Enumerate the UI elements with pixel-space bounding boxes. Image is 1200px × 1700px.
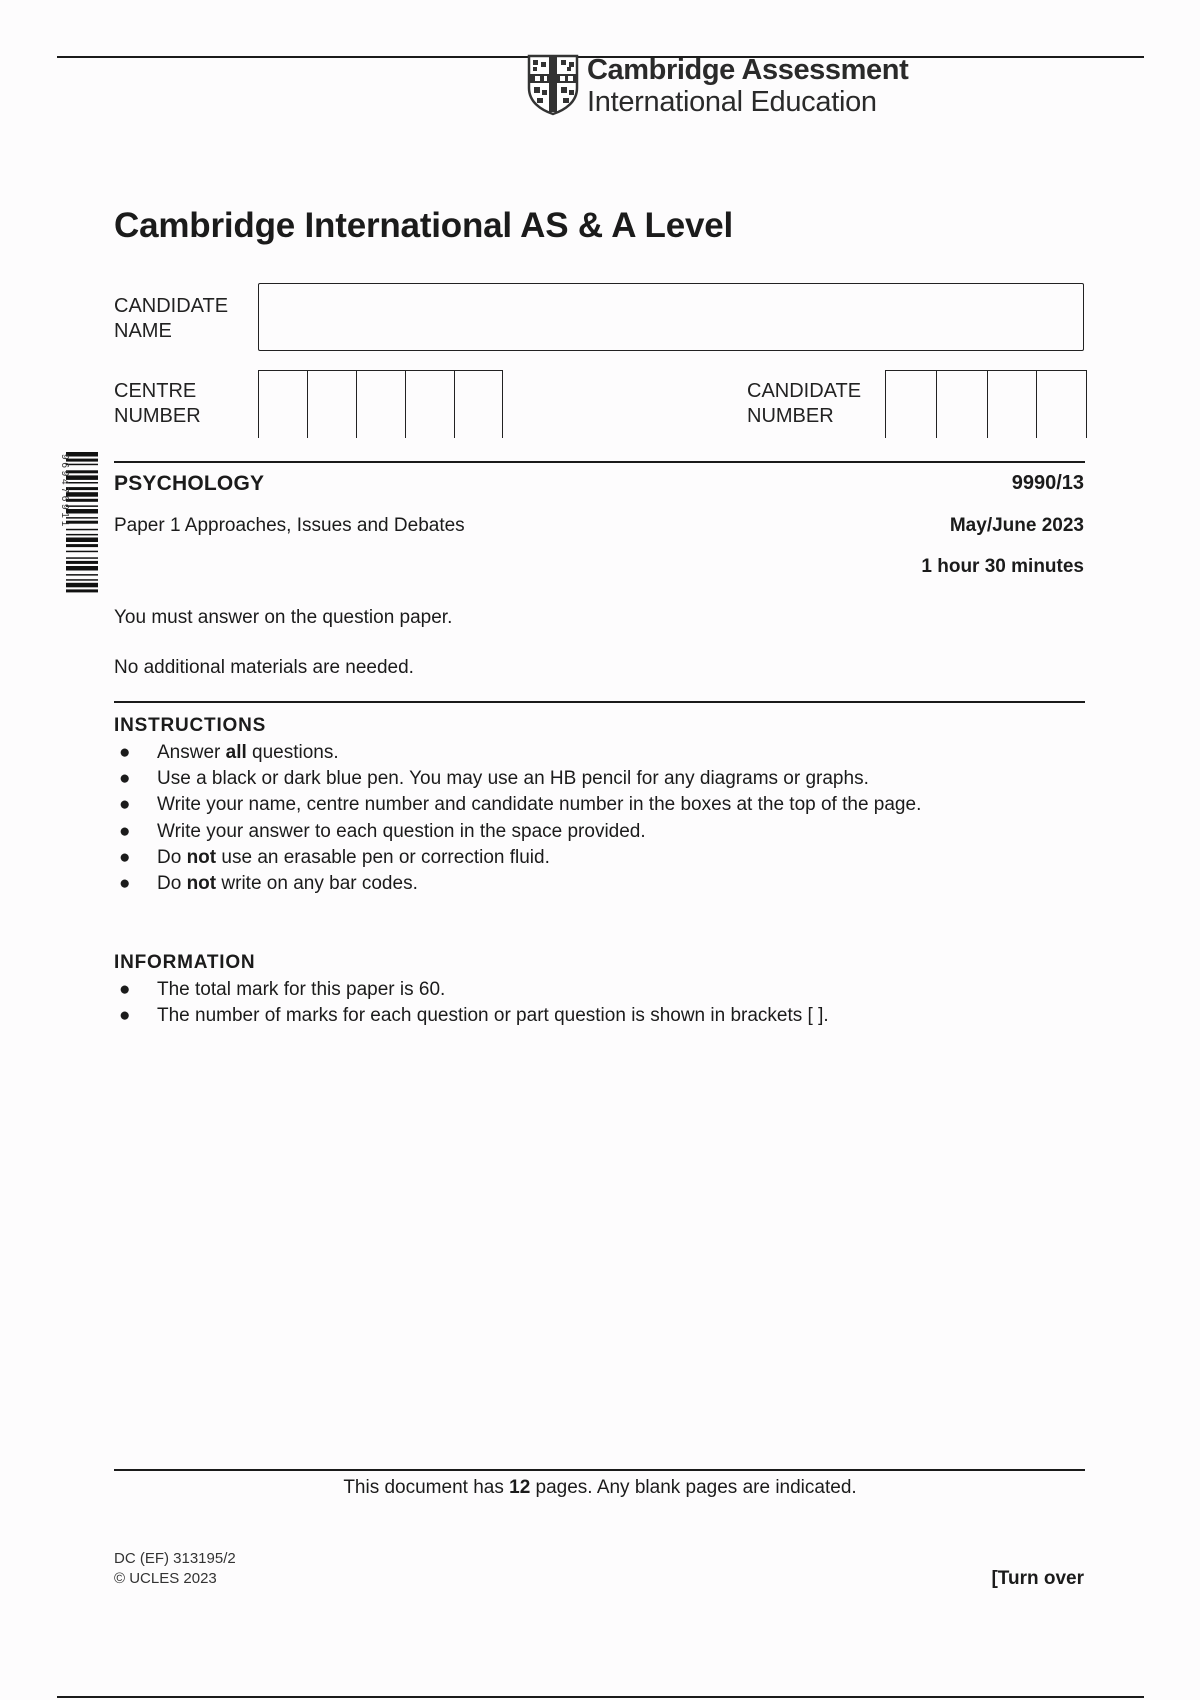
- candidate-digit-box[interactable]: [1036, 370, 1087, 438]
- item-text: Do: [157, 873, 187, 895]
- centre-number-boxes: [258, 370, 503, 438]
- information-section: [114, 952, 1094, 1029]
- cambridge-logo: [527, 54, 908, 118]
- copyright: © UCLES 2023: [114, 1570, 217, 1587]
- barcode-bar: [66, 589, 98, 592]
- label-line: NUMBER: [114, 405, 201, 427]
- note-text: This document has: [343, 1477, 510, 1498]
- item-emphasis: not: [186, 873, 217, 895]
- paper-title: Paper 1 Approaches, Issues and Debates: [114, 515, 465, 536]
- information-list: [114, 977, 1094, 1029]
- barcode-graphic: [54, 452, 98, 682]
- divider-rule: [114, 461, 1085, 463]
- logo-wordmark: [587, 54, 908, 117]
- label-line: NUMBER: [747, 405, 834, 427]
- instructions-heading: INSTRUCTIONS: [114, 715, 267, 736]
- centre-digit-box[interactable]: [258, 370, 307, 438]
- item-text: write on any bar codes.: [216, 873, 418, 895]
- divider-rule: [114, 701, 1085, 703]
- qualification-title: Cambridge International AS & A Level: [114, 206, 734, 245]
- list-item: [114, 792, 1094, 818]
- list-item: [114, 1003, 1094, 1029]
- label-line: CANDIDATE: [114, 295, 229, 317]
- barcode-bar: [66, 529, 98, 531]
- item-emphasis: not: [186, 846, 217, 868]
- list-item: [114, 766, 1094, 792]
- centre-digit-box[interactable]: [307, 370, 356, 438]
- bottom-rule: [57, 1696, 1144, 1698]
- answer-note: You must answer on the question paper.: [114, 607, 453, 628]
- page-count-note: [0, 1477, 1200, 1499]
- label-line: CENTRE: [114, 380, 197, 402]
- barcode-text: 9 6 9 4 7 6 9 1 1: [59, 454, 70, 527]
- paper-code: 9990/13: [1011, 472, 1084, 494]
- item-text: Answer: [157, 742, 226, 763]
- candidate-number-boxes: [885, 370, 1087, 438]
- candidate-name-label: [114, 294, 228, 344]
- centre-number-label: [114, 379, 201, 429]
- list-item: [114, 740, 1094, 766]
- exam-session: May/June 2023: [949, 515, 1084, 536]
- centre-digit-box[interactable]: [405, 370, 454, 438]
- barcode-bar: [66, 551, 98, 553]
- document-code: DC (EF) 313195/2: [114, 1550, 236, 1567]
- bullet-icon: ●: [119, 794, 131, 816]
- information-heading: INFORMATION: [114, 952, 256, 973]
- bullet-icon: ●: [119, 742, 131, 763]
- candidate-name-field[interactable]: [258, 283, 1084, 351]
- page-count: 12: [509, 1477, 531, 1498]
- barcode-bar: [66, 574, 98, 576]
- candidate-number-label: [747, 379, 861, 429]
- item-text: use an erasable pen or correction fluid.: [216, 846, 550, 868]
- barcode-bar: [66, 557, 98, 559]
- bullet-icon: ●: [119, 768, 131, 790]
- list-item: [114, 977, 1094, 1003]
- item-text: The total mark for this paper is 60.: [157, 979, 446, 1000]
- centre-digit-box[interactable]: [454, 370, 503, 438]
- label-line: CANDIDATE: [747, 380, 862, 402]
- candidate-digit-box[interactable]: [885, 370, 936, 438]
- list-item: [114, 819, 1094, 845]
- barcode-bar: [66, 544, 98, 547]
- turn-over: [Turn over: [991, 1568, 1084, 1589]
- bullet-icon: ●: [119, 820, 131, 842]
- cambridge-shield-icon: [527, 54, 579, 116]
- item-text: questions.: [246, 742, 339, 763]
- logo-line-2: International Education: [587, 86, 877, 118]
- label-line: NAME: [114, 320, 172, 342]
- document-meta: [114, 1549, 236, 1589]
- bullet-icon: ●: [119, 1005, 131, 1027]
- candidate-digit-box[interactable]: [987, 370, 1036, 438]
- barcode-bar: [66, 579, 98, 581]
- instructions-section: [114, 715, 1094, 897]
- subject-title: PSYCHOLOGY: [114, 472, 265, 495]
- instructions-list: [114, 740, 1094, 897]
- candidate-digit-box[interactable]: [936, 370, 987, 438]
- barcode-bar: [66, 561, 98, 564]
- centre-digit-box[interactable]: [356, 370, 405, 438]
- note-text: pages. Any blank pages are indicated.: [530, 1477, 857, 1498]
- list-item: [114, 871, 1094, 897]
- bullet-icon: ●: [119, 846, 131, 868]
- bullet-icon: ●: [119, 873, 131, 895]
- item-emphasis: all: [225, 742, 247, 763]
- barcode-bar: [66, 534, 98, 536]
- item-text: The number of marks for each question or part question is shown in brackets [ ].: [157, 1005, 829, 1027]
- barcode-bar: [66, 538, 98, 543]
- logo-line-1: Cambridge Assessment: [587, 54, 909, 86]
- exam-duration: 1 hour 30 minutes: [921, 556, 1084, 577]
- barcode: [54, 452, 98, 682]
- item-text: Write your answer to each question in the space provided.: [157, 820, 646, 842]
- item-text: Use a black or dark blue pen. You may use an HB pencil for any diagrams or graphs.: [157, 768, 869, 790]
- footer-rule: [114, 1469, 1085, 1471]
- barcode-bar: [66, 566, 98, 571]
- item-text: Write your name, centre number and candidate number in the boxes at the top of the page.: [157, 794, 922, 816]
- item-text: Do: [157, 846, 187, 868]
- barcode-bar: [66, 583, 98, 588]
- materials-note: No additional materials are needed.: [114, 657, 414, 678]
- bullet-icon: ●: [119, 979, 131, 1000]
- list-item: [114, 845, 1094, 871]
